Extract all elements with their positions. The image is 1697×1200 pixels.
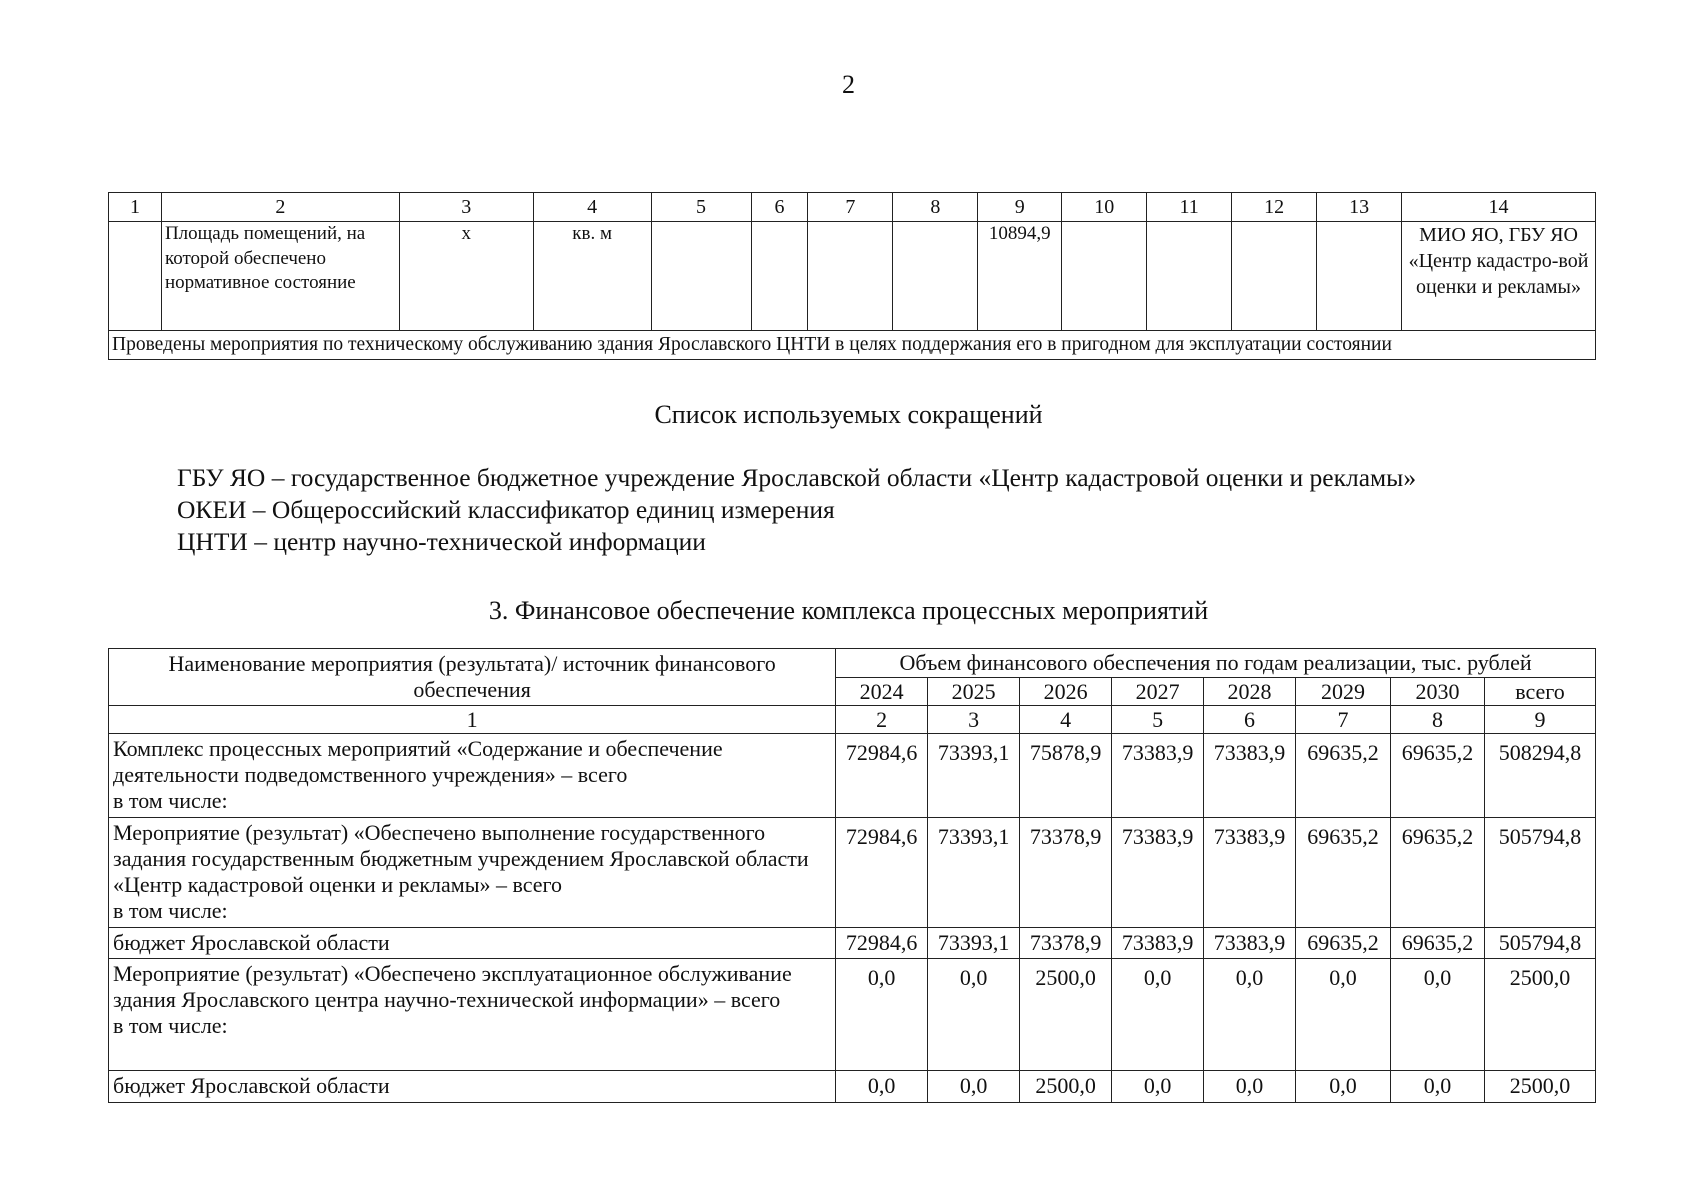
- row-value: 2500,0: [1020, 1071, 1112, 1103]
- row-value: 69635,2: [1390, 928, 1484, 959]
- row-value: 508294,8: [1484, 734, 1595, 818]
- abbreviations-list: [177, 462, 1416, 558]
- row-name: бюджет Ярославской области: [109, 1071, 836, 1103]
- row-value: 2500,0: [1484, 959, 1595, 1071]
- row-value: 73393,1: [928, 734, 1020, 818]
- abbreviation-item: ОКЕИ – Общероссийский классификатор единиц измерения: [177, 495, 835, 524]
- row-value: 0,0: [1296, 1071, 1391, 1103]
- section-title: 3. Финансовое обеспечение комплекса процессных мероприятий: [488, 596, 1209, 625]
- column-number: 8: [1390, 706, 1484, 734]
- financing-table: [108, 648, 1596, 1103]
- table-column-numbers-row: [109, 706, 1596, 734]
- empty-cell: [109, 222, 162, 331]
- table-note-row: [109, 331, 1596, 360]
- column-number: 3: [399, 193, 533, 222]
- row-value: 0,0: [836, 959, 928, 1071]
- row-value: 72984,6: [836, 734, 928, 818]
- column-number: 14: [1402, 193, 1596, 222]
- table-note: Проведены мероприятия по техническому обслуживанию здания Ярославского ЦНТИ в целях поддержания его в пригодном для эксплуатации состоянии: [109, 331, 1596, 360]
- page-number: 2: [842, 70, 855, 99]
- table-row: [109, 734, 1596, 818]
- row-value: 69635,2: [1296, 928, 1391, 959]
- column-number: 6: [751, 193, 808, 222]
- row-value: 0,0: [1112, 1071, 1204, 1103]
- table-header-row: [109, 193, 1596, 222]
- indicators-table: [108, 192, 1596, 360]
- row-value: 0,0: [1296, 959, 1391, 1071]
- responsible-party: МИО ЯО, ГБУ ЯО «Центр кадастро-вой оценки и рекламы»: [1402, 222, 1596, 331]
- table-row: [109, 818, 1596, 928]
- table-row: [109, 959, 1596, 1071]
- column-number: 7: [1296, 706, 1391, 734]
- column-number: 1: [109, 193, 162, 222]
- row-name: Комплекс процессных мероприятий «Содержание и обеспечение деятельности подведомственного учреждения» – всего в том числе:: [109, 734, 836, 818]
- row-value: 73383,9: [1112, 734, 1204, 818]
- row-value: 73393,1: [928, 818, 1020, 928]
- column-number: 12: [1232, 193, 1317, 222]
- row-value: 0,0: [928, 959, 1020, 1071]
- row-value: 0,0: [1112, 959, 1204, 1071]
- column-number: 13: [1317, 193, 1402, 222]
- indicator-value: 10894,9: [978, 222, 1062, 331]
- column-number: 5: [651, 193, 751, 222]
- row-value: 0,0: [928, 1071, 1020, 1103]
- row-value: 72984,6: [836, 818, 928, 928]
- indicator-name: Площадь помещений, на которой обеспечено нормативное состояние: [161, 222, 399, 331]
- row-value: 0,0: [1390, 959, 1484, 1071]
- table-header-row: [109, 649, 1596, 678]
- row-value: 73378,9: [1020, 818, 1112, 928]
- row-value: 505794,8: [1484, 928, 1595, 959]
- row-name: Мероприятие (результат) «Обеспечено выполнение государственного задания государственным бюджетным учреждением Ярославской области «Центр кадастровой оценки и рекламы» – всего в том числе:: [109, 818, 836, 928]
- empty-cell: [651, 222, 751, 331]
- column-number: 9: [1484, 706, 1595, 734]
- column-number: 2: [161, 193, 399, 222]
- abbreviation-item: ГБУ ЯО – государственное бюджетное учреждение Ярославской области «Центр кадастровой оценки и рекламы»: [177, 463, 1417, 492]
- empty-cell: [751, 222, 808, 331]
- row-value: 69635,2: [1296, 734, 1391, 818]
- column-number: 3: [928, 706, 1020, 734]
- year-header: 2029: [1296, 678, 1391, 706]
- indicator-unit: кв. м: [533, 222, 651, 331]
- table-row: [109, 222, 1596, 331]
- year-header: 2027: [1112, 678, 1204, 706]
- row-name: Мероприятие (результат) «Обеспечено эксплуатационное обслуживание здания Ярославского центра научно-технической информации» – всего в том числе:: [109, 959, 836, 1071]
- year-header: 2028: [1204, 678, 1296, 706]
- column-number: 9: [978, 193, 1062, 222]
- row-value: 73383,9: [1204, 928, 1296, 959]
- column-number: 8: [893, 193, 978, 222]
- row-value: 73383,9: [1112, 818, 1204, 928]
- column-number: 5: [1112, 706, 1204, 734]
- row-value: 2500,0: [1020, 959, 1112, 1071]
- empty-cell: [1147, 222, 1232, 331]
- year-header: 2030: [1390, 678, 1484, 706]
- year-header: 2024: [836, 678, 928, 706]
- row-value: 69635,2: [1296, 818, 1391, 928]
- empty-cell: [1317, 222, 1402, 331]
- row-value: 0,0: [836, 1071, 928, 1103]
- header-volume: Объем финансового обеспечения по годам реализации, тыс. рублей: [836, 649, 1596, 678]
- row-value: 72984,6: [836, 928, 928, 959]
- abbreviation-item: ЦНТИ – центр научно-технической информации: [177, 527, 706, 556]
- column-number: 2: [836, 706, 928, 734]
- empty-cell: [1062, 222, 1147, 331]
- row-value: 0,0: [1204, 1071, 1296, 1103]
- row-value: 73383,9: [1204, 818, 1296, 928]
- row-value: 69635,2: [1390, 818, 1484, 928]
- column-number: 11: [1147, 193, 1232, 222]
- empty-cell: [893, 222, 978, 331]
- row-value: 75878,9: [1020, 734, 1112, 818]
- table-row: [109, 928, 1596, 959]
- column-number: 6: [1204, 706, 1296, 734]
- abbreviations-title: Список используемых сокращений: [654, 400, 1043, 429]
- empty-cell: [1232, 222, 1317, 331]
- table-row: [109, 1071, 1596, 1103]
- row-value: 2500,0: [1484, 1071, 1595, 1103]
- row-value: 69635,2: [1390, 734, 1484, 818]
- column-number: 4: [1020, 706, 1112, 734]
- row-value: 505794,8: [1484, 818, 1595, 928]
- year-header: 2025: [928, 678, 1020, 706]
- year-header: 2026: [1020, 678, 1112, 706]
- header-name: Наименование мероприятия (результата)/ источник финансового обеспечения: [109, 649, 836, 706]
- indicator-level: х: [399, 222, 533, 331]
- column-number: 7: [808, 193, 893, 222]
- row-name: бюджет Ярославской области: [109, 928, 836, 959]
- empty-cell: [808, 222, 893, 331]
- column-number: 10: [1062, 193, 1147, 222]
- row-value: 73393,1: [928, 928, 1020, 959]
- row-value: 73383,9: [1112, 928, 1204, 959]
- row-value: 0,0: [1390, 1071, 1484, 1103]
- column-number: 4: [533, 193, 651, 222]
- column-number: 1: [109, 706, 836, 734]
- row-value: 73378,9: [1020, 928, 1112, 959]
- year-header: всего: [1484, 678, 1595, 706]
- row-value: 73383,9: [1204, 734, 1296, 818]
- financing-rows: [109, 734, 1596, 1103]
- row-value: 0,0: [1204, 959, 1296, 1071]
